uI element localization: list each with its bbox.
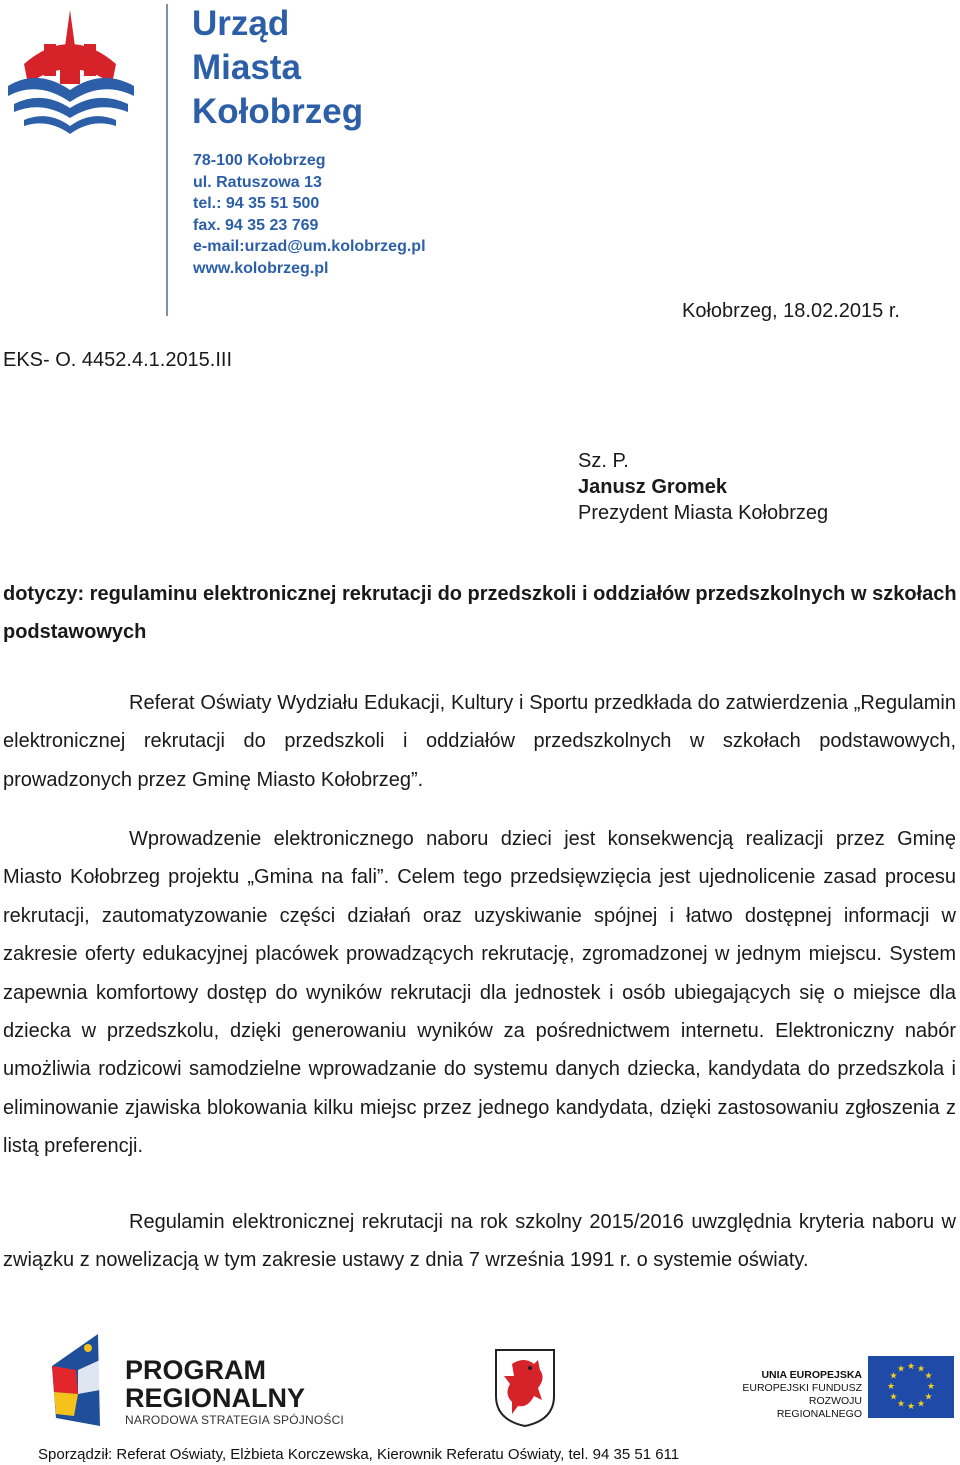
contact-postal: 78-100 Kołobrzeg [193,152,326,169]
svg-text:★: ★ [889,1392,898,1403]
org-name-line: Kołobrzeg [192,92,364,131]
svg-text:★: ★ [896,1364,906,1375]
program-logo-line: NARODOWA STRATEGIA SPÓJNOŚCI [125,1413,344,1427]
program-logo-line: REGIONALNY [125,1383,306,1413]
svg-text:★: ★ [924,1392,933,1403]
program-regional-emblem-icon [48,1330,128,1430]
org-name [192,2,452,134]
program-logo-line: PROGRAM [125,1355,266,1385]
reference-number: EKS- O. 4452.4.1.2015.III [3,349,233,371]
contact-email: e-mail:urzad@um.kolobrzeg.pl [193,238,426,255]
eu-logo-line: EUROPEJSKI FUNDUSZ [742,1382,862,1394]
org-name-line: Urząd [192,4,290,43]
region-crest-icon [494,1348,556,1428]
addressee-title: Prezydent Miasta Kołobrzeg [578,502,829,524]
svg-text:★: ★ [916,1399,926,1410]
contact-block [193,150,426,279]
contact-fax: fax. 94 35 23 769 [193,216,319,234]
eu-fund-logo [726,1369,862,1421]
org-name-line: Miasta [192,48,301,87]
addressee-block [578,448,828,526]
svg-text:★: ★ [906,1362,916,1372]
header-divider [166,4,168,316]
svg-text:★: ★ [916,1364,926,1375]
letter-subject: dotyczy: regulaminu elektronicznej rekrutacji do przedszkoli i oddziałów przedszkolnych w szkołach podstawowych [3,583,957,643]
contact-website: www.kolobrzeg.pl [193,259,329,277]
paragraph-2: Wprowadzenie elektronicznego naboru dzieci jest konsekwencją realizacji przez Gminę Miasto Kołobrzeg projektu „Gmina na fali”. Celem tego przedsięwzięcia jest ujednolicenie zasad procesu rekrutacji, zautomatyzowanie części działań oraz uzyskiwanie spójnej i łatwo dostępnej informacji w zakresie oferty edukacyjnej placówek prowadzących rekrutację, zgromadzonej w jednym miejscu. System zapewnia komfortowy dostęp do wyników rekrutacji dla jednostek i osób ubiegających się o miejsce dla dziecka w przedszkolu, dzięki generowaniu wyników za pośrednictwem internetu. Elektroniczny nabór umożliwia rodzicowi samodzielne wprowadzanie do systemu danych dziecka, kandydata do przedszkola i eliminowanie zjawiska blokowania kilku miejsc przez jednego kandydata, dzięki zastosowaniu zgłoszenia z listą preferencji. [3,828,956,1158]
svg-text:★: ★ [896,1399,906,1410]
svg-text:★: ★ [926,1382,936,1392]
svg-text:★: ★ [889,1371,898,1382]
eu-flag-icon [868,1356,954,1418]
svg-text:★: ★ [924,1371,933,1382]
prepared-by-footer: Sporządził: Referat Oświaty, Elżbieta Korczewska, Kierownik Referatu Oświaty, tel. 94 35 51 611 [38,1446,680,1463]
addressee-salutation: Sz. P. [578,450,629,472]
svg-text:★: ★ [886,1382,896,1392]
paragraph-1: Referat Oświaty Wydziału Edukacji, Kultury i Sportu przedkłada do zatwierdzenia „Regulamin elektronicznej rekrutacji do przedszkoli i oddziałów przedszkolnych w szkołach podstawowych, prowadzonych przez Gminę Miasto Kołobrzeg”. [3,692,956,791]
eu-logo-line: ROZWOJU REGIONALNEGO [776,1395,862,1420]
contact-street: ul. Ratuszowa 13 [193,173,322,191]
paragraph-3: Regulamin elektronicznej rekrutacji na rok szkolny 2015/2016 uwzględnia kryteria naboru w związku z nowelizacją w tym zakresie ustawy z dnia 7 września 1991 r. o systemie oświaty. [3,1211,956,1272]
svg-text:★: ★ [906,1402,916,1412]
city-emblem-icon [4,4,142,136]
eu-logo-line: UNIA EUROPEJSKA [761,1369,862,1381]
program-regional-logo [125,1356,344,1428]
letter-date: Kołobrzeg, 18.02.2015 r. [682,300,900,322]
addressee-name: Janusz Gromek [578,476,727,498]
contact-phone: tel.: 94 35 51 500 [193,195,320,212]
